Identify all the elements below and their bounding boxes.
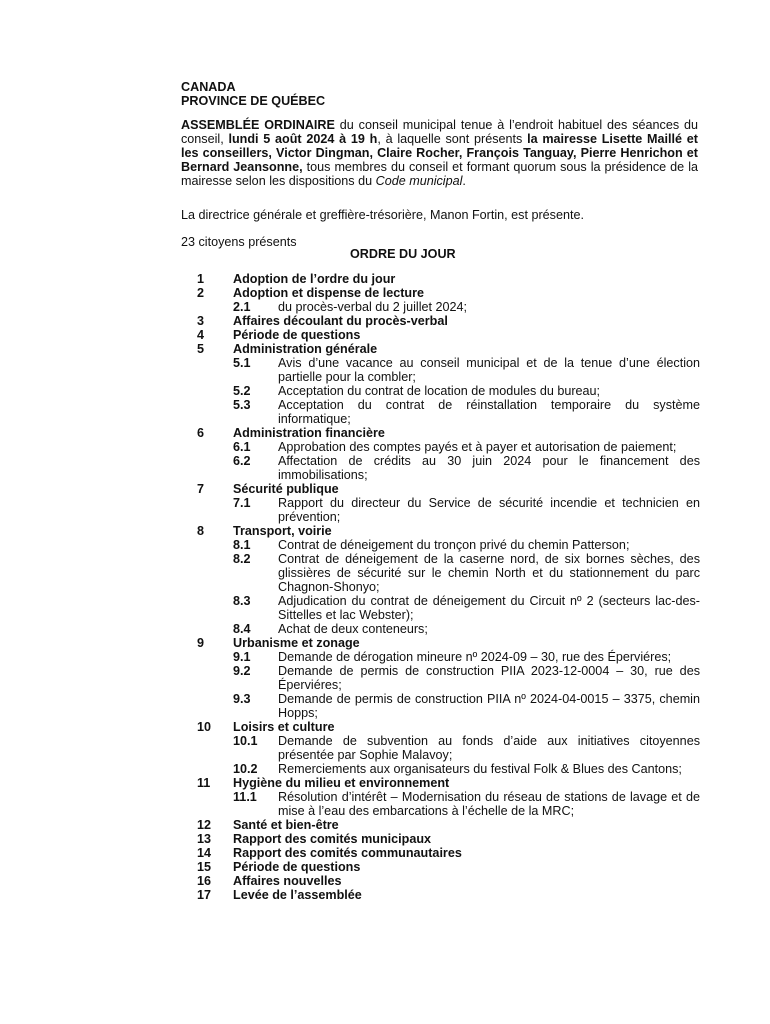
agenda-item-number: 14	[197, 846, 212, 860]
code-municipal-ref: Code municipal	[375, 174, 463, 188]
agenda-subitem	[0, 300, 770, 314]
agenda-item-title: Administration générale	[233, 342, 378, 356]
agenda-item	[0, 846, 770, 860]
agenda-item	[0, 426, 770, 440]
agenda-subitem-number: 10.2	[233, 762, 258, 776]
agenda-subitem-text: du procès-verbal du 2 juillet 2024;	[278, 300, 468, 314]
agenda-item-title: Affaires nouvelles	[233, 874, 342, 888]
agenda-item-number: 7	[197, 482, 205, 496]
country-label: CANADA	[181, 80, 236, 94]
agenda-item-number: 2	[197, 286, 205, 300]
agenda-subitem-text: Remerciements aux organisateurs du festival Folk & Blues des Cantons;	[278, 762, 682, 776]
agenda-item	[0, 272, 770, 286]
agenda-subitem	[0, 384, 770, 398]
agenda-subitem	[0, 538, 770, 552]
agenda-subitem-number: 5.2	[233, 384, 251, 398]
agenda-subitem-text: Contrat de déneigement du tronçon privé du chemin Patterson;	[278, 538, 630, 552]
agenda-item-number: 5	[197, 342, 205, 356]
agenda-subitem-text: Demande de dérogation mineure nº 2024-09 – 30, rue des Éperviéres;	[278, 650, 672, 664]
agenda-item-number: 8	[197, 524, 205, 538]
agenda-subitem-text: Acceptation du contrat de réinstallation temporaire du système informatique;	[278, 398, 700, 426]
agenda-subitem-text: Affectation de crédits au 30 juin 2024 pour le financement des immobilisations;	[278, 454, 700, 482]
agenda-subitem-number: 7.1	[233, 496, 251, 510]
agenda-subitem	[0, 622, 770, 636]
agenda-item	[0, 524, 770, 538]
agenda-item-title: Rapport des comités communautaires	[233, 846, 462, 860]
agenda-subitem-number: 8.2	[233, 552, 251, 566]
agenda-item-number: 3	[197, 314, 205, 328]
agenda-subitem-number: 6.1	[233, 440, 251, 454]
agenda-item-number: 17	[197, 888, 212, 902]
agenda-subitem-number: 8.3	[233, 594, 251, 608]
agenda-item-title: Santé et bien-être	[233, 818, 339, 832]
agenda-item-number: 11	[197, 776, 211, 790]
agenda-subitem-number: 9.1	[233, 650, 251, 664]
intro-paragraph	[181, 118, 698, 188]
agenda-subitem-text: Approbation des comptes payés et à payer et autorisation de paiement;	[278, 440, 677, 454]
agenda-item-number: 1	[197, 272, 205, 286]
agenda-subitem-text: Demande de subvention au fonds d’aide aux initiatives citoyennes présentée par Sophie Malavoy;	[278, 734, 700, 762]
agenda-subitem-text: Contrat de déneigement de la caserne nord, de six bornes sèches, des glissières de sécurité sur le chemin North et du stationnement du parc Chagnon-Shonyo;	[278, 552, 700, 594]
agenda-subitem-text: Acceptation du contrat de location de modules du bureau;	[278, 384, 601, 398]
agenda-subitem-text: Rapport du directeur du Service de sécurité incendie et technicien en prévention;	[278, 496, 700, 524]
intro-text-end: .	[462, 174, 466, 188]
meeting-date: lundi 5 août 2024 à 19 h	[228, 132, 378, 146]
agenda-item	[0, 342, 770, 356]
agenda-item-number: 6	[197, 426, 205, 440]
intro-text-1: du conseil municipal tenue à l’endroit habituel des séances du conseil,	[181, 118, 698, 146]
agenda-item-number: 13	[197, 832, 212, 846]
citizens-count: 23 citoyens présents	[181, 235, 297, 249]
agenda-item-number: 16	[197, 874, 212, 888]
agenda-item-title: Hygiène du milieu et environnement	[233, 776, 450, 790]
agenda-item-title: Levée de l’assemblée	[233, 888, 362, 902]
agenda-item-number: 9	[197, 636, 205, 650]
agenda-item-title: Période de questions	[233, 328, 361, 342]
agenda-subitem-text: Demande de permis de construction PIIA nº 2024-04-0015 – 3375, chemin Hopps;	[278, 692, 700, 720]
agenda-subitem-number: 9.2	[233, 664, 251, 678]
agenda-subitem-text: Résolution d’intérêt – Modernisation du réseau de stations de lavage et de mise à l’eau des embarcations à l’échelle de la MRC;	[278, 790, 700, 818]
agenda-title: ORDRE DU JOUR	[350, 247, 456, 261]
agenda-subitem-number: 2.1	[233, 300, 251, 314]
agenda-subitem-text: Demande de permis de construction PIIA 2023-12-0004 – 30, rue des Éperviéres;	[278, 664, 700, 692]
agenda-item	[0, 328, 770, 342]
director-statement: La directrice générale et greffière-trésorière, Manon Fortin, est présente.	[181, 208, 584, 222]
agenda-item	[0, 874, 770, 888]
agenda-item	[0, 720, 770, 734]
agenda-subitem	[0, 454, 770, 482]
agenda-item-title: Sécurité publique	[233, 482, 339, 496]
agenda-subitem	[0, 440, 770, 454]
agenda-item	[0, 832, 770, 846]
agenda-subitem-text: Achat de deux conteneurs;	[278, 622, 428, 636]
agenda-item-number: 10	[197, 720, 212, 734]
agenda-subitem	[0, 650, 770, 664]
agenda-subitem-number: 11.1	[233, 790, 257, 804]
agenda-subitem-number: 6.2	[233, 454, 251, 468]
agenda-subitem-number: 5.1	[233, 356, 251, 370]
agenda-subitem-number: 10.1	[233, 734, 258, 748]
agenda-item-title: Affaires découlant du procès-verbal	[233, 314, 448, 328]
members-present: la mairesse Lisette Maillé et les conseillers, Victor Dingman, Claire Rocher, François Tanguay, Pierre Henrichon et Bernard Jeansonne,	[181, 132, 698, 174]
agenda-subitem	[0, 398, 770, 426]
intro-text-2: , à laquelle sont présents	[377, 132, 528, 146]
intro-text-3: tous membres du conseil et formant quorum sous la présidence de la mairesse selon les dispositions du	[181, 160, 698, 188]
agenda-subitem	[0, 496, 770, 524]
agenda-item-title: Administration financière	[233, 426, 385, 440]
agenda-list	[0, 272, 770, 902]
agenda-item-title: Adoption de l’ordre du jour	[233, 272, 396, 286]
assembly-type: ASSEMBLÉE ORDINAIRE	[181, 118, 335, 132]
agenda-subitem-number: 9.3	[233, 692, 251, 706]
agenda-item-title: Adoption et dispense de lecture	[233, 286, 425, 300]
agenda-item	[0, 482, 770, 496]
agenda-subitem-text: Adjudication du contrat de déneigement du Circuit nº 2 (secteurs lac-des-Sittelles et lac Webster);	[278, 594, 700, 622]
agenda-subitem-number: 8.1	[233, 538, 251, 552]
agenda-item-number: 4	[197, 328, 205, 342]
agenda-item	[0, 860, 770, 874]
agenda-item-title: Rapport des comités municipaux	[233, 832, 432, 846]
agenda-subitem-text: Avis d’une vacance au conseil municipal et de la tenue d’une élection partielle pour la combler;	[278, 356, 700, 384]
agenda-subitem	[0, 594, 770, 622]
agenda-item-title: Transport, voirie	[233, 524, 332, 538]
agenda-item	[0, 818, 770, 832]
agenda-item-title: Loisirs et culture	[233, 720, 335, 734]
agenda-subitem	[0, 552, 770, 594]
agenda-subitem	[0, 734, 770, 762]
document-header	[181, 80, 325, 108]
agenda-item	[0, 314, 770, 328]
agenda-item	[0, 776, 770, 790]
agenda-item-title: Période de questions	[233, 860, 361, 874]
agenda-subitem	[0, 356, 770, 384]
agenda-subitem	[0, 790, 770, 818]
agenda-item	[0, 636, 770, 650]
agenda-item-title: Urbanisme et zonage	[233, 636, 360, 650]
agenda-subitem	[0, 762, 770, 776]
agenda-item-number: 12	[197, 818, 212, 832]
agenda-subitem	[0, 664, 770, 692]
agenda-item	[0, 888, 770, 902]
agenda-subitem-number: 5.3	[233, 398, 251, 412]
province-label: PROVINCE DE QUÉBEC	[181, 94, 326, 108]
agenda-item	[0, 286, 770, 300]
agenda-subitem	[0, 692, 770, 720]
agenda-item-number: 15	[197, 860, 212, 874]
agenda-subitem-number: 8.4	[233, 622, 251, 636]
